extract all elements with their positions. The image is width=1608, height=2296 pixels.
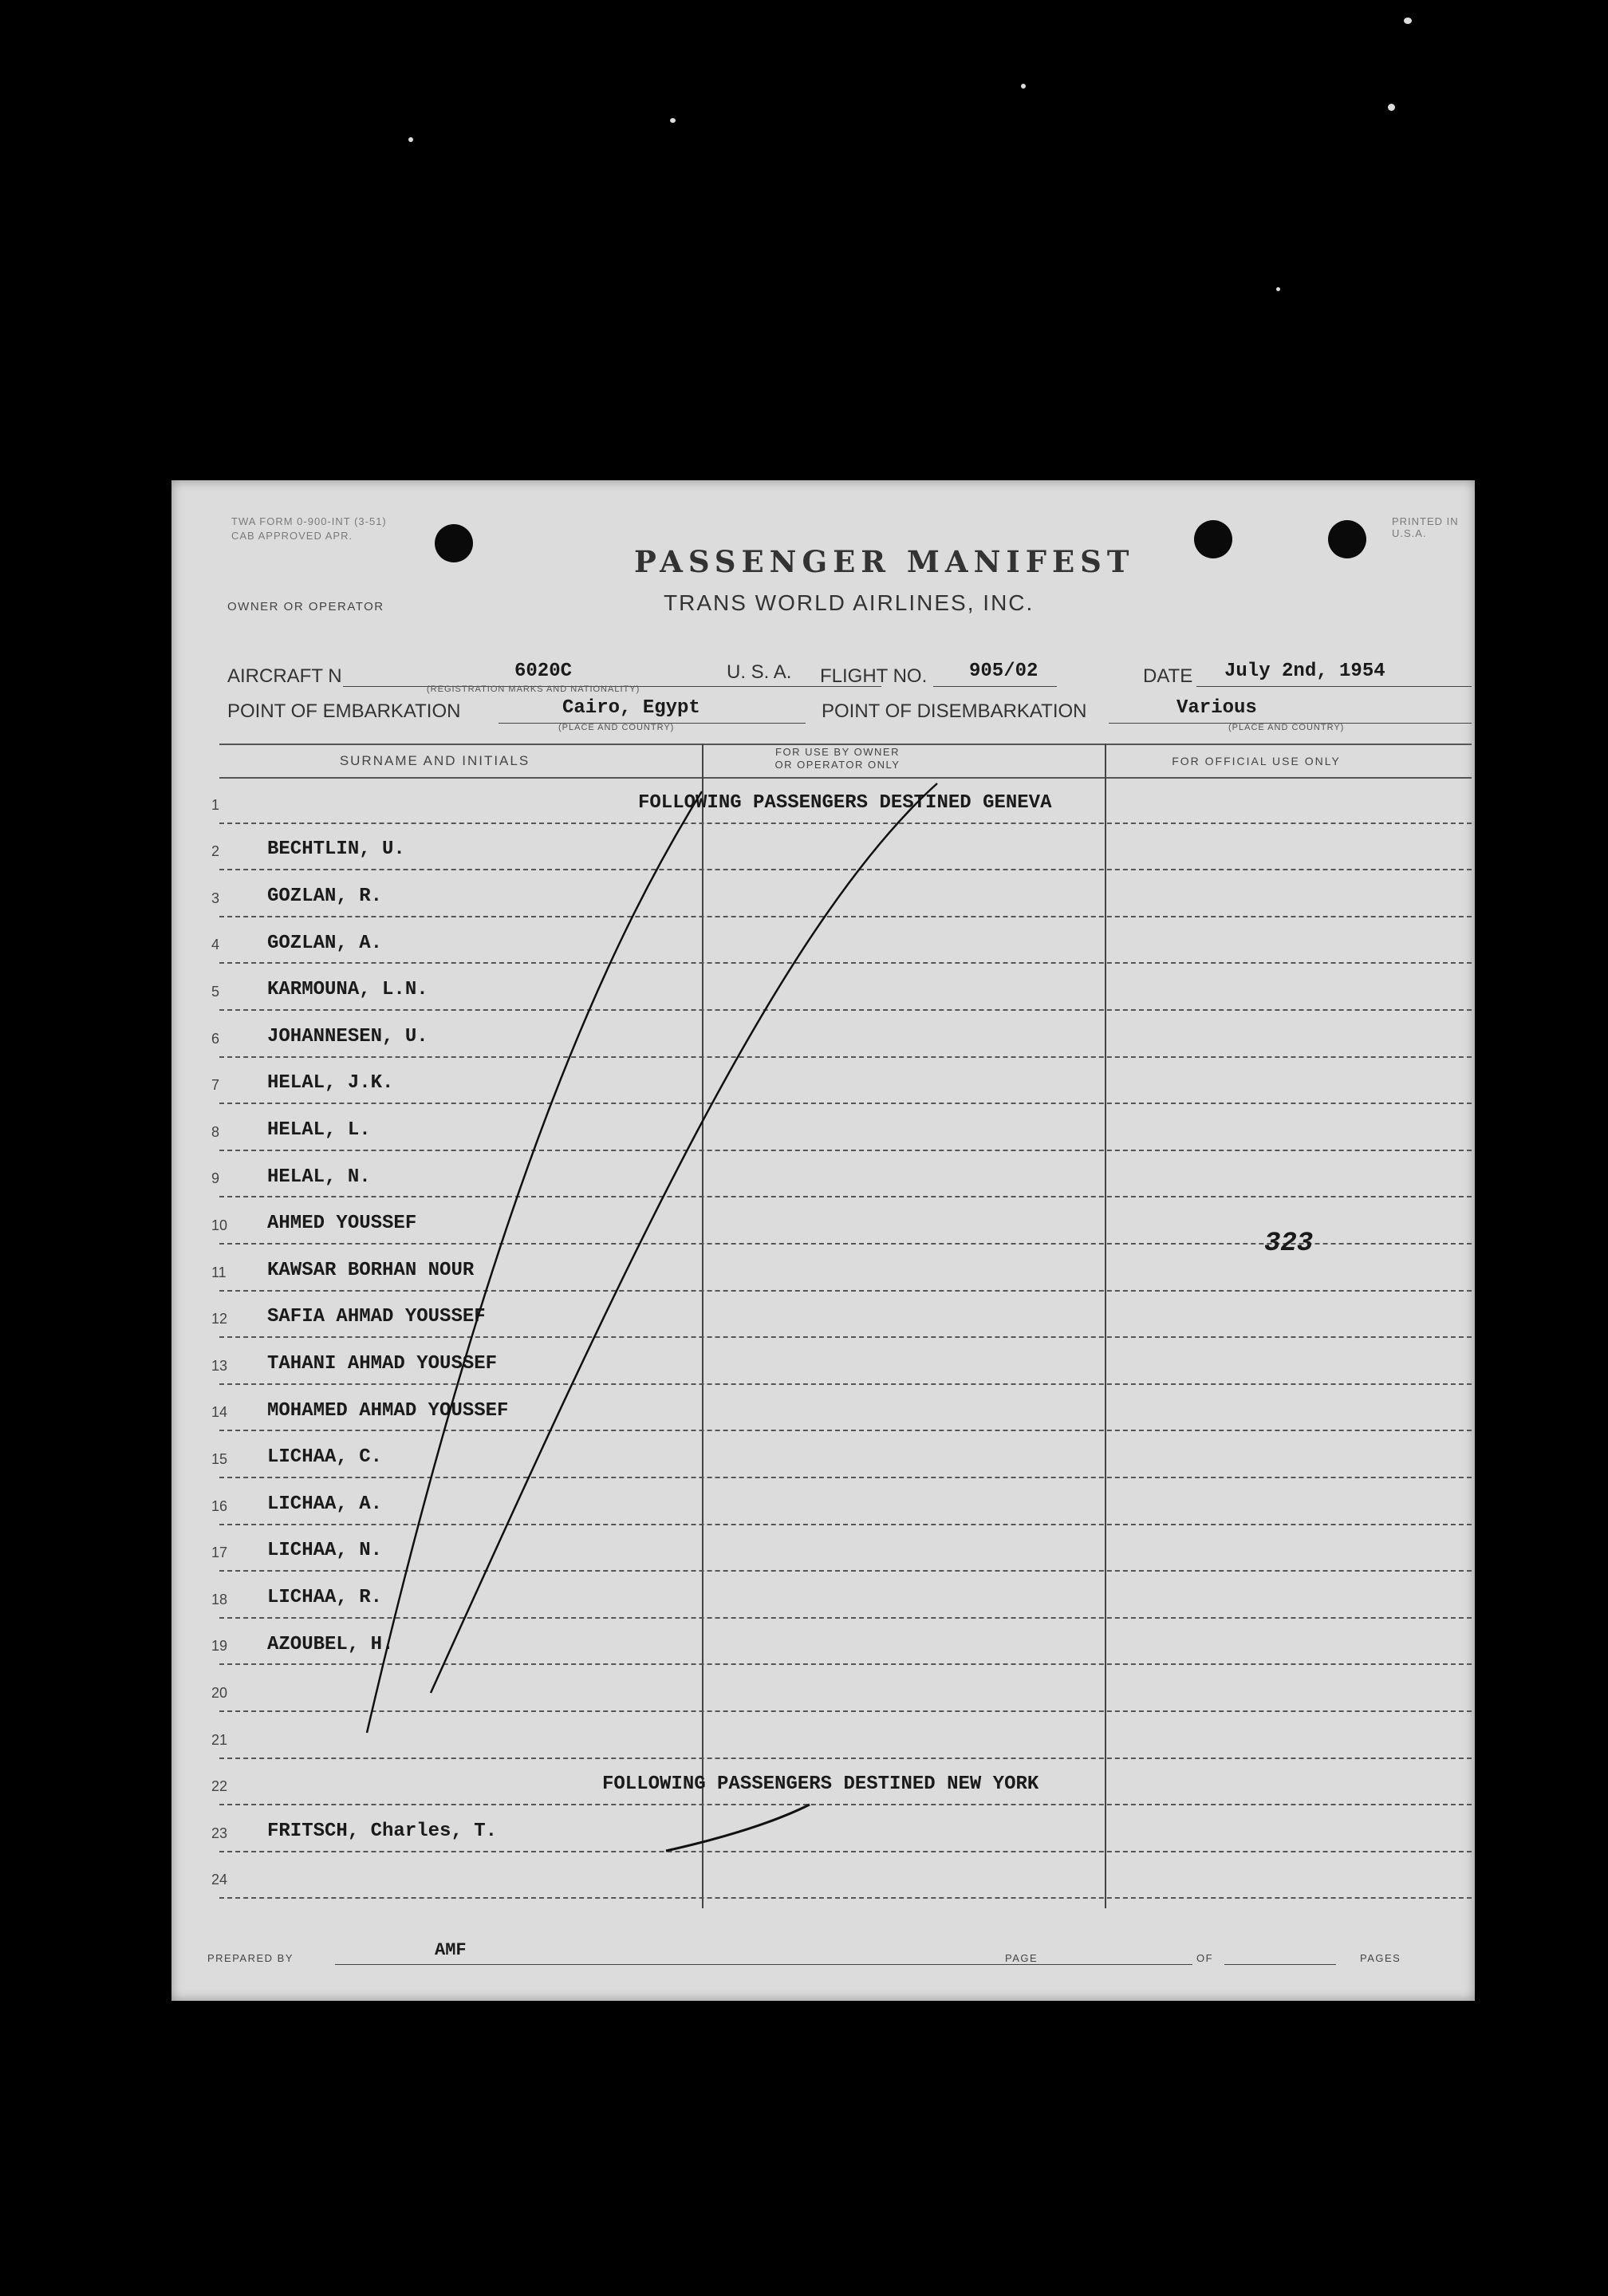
row-number: 19 (211, 1638, 228, 1655)
row-number: 13 (211, 1357, 228, 1374)
form-approval: CAB APPROVED APR. (231, 530, 353, 542)
passenger-name: AZOUBEL, H. (267, 1633, 394, 1655)
row-number: 15 (211, 1451, 228, 1467)
passenger-name: LICHAA, N. (267, 1540, 383, 1562)
place-note-left: (PLACE AND COUNTRY) (558, 723, 675, 732)
passenger-name: HELAL, L. (267, 1118, 371, 1141)
prepared-by-label: PREPARED BY (207, 1952, 294, 1964)
row-number: 12 (211, 1311, 228, 1327)
passenger-name: SAFIA AHMAD YOUSSEF (267, 1306, 486, 1328)
disembarkation-label: POINT OF DISEMBARKATION (822, 700, 1087, 722)
row-number: 18 (211, 1591, 228, 1608)
passenger-name: LICHAA, A. (267, 1493, 383, 1515)
tick-line-1 (367, 791, 702, 1733)
date-label: DATE (1143, 665, 1193, 687)
flight-label: FLIGHT NO. (820, 665, 928, 687)
section-heading: FOLLOWING PASSENGERS DESTINED NEW YORK (602, 1773, 1039, 1796)
row-number: 9 (211, 1170, 220, 1187)
row-number: 10 (211, 1217, 228, 1233)
manifest-page (171, 480, 1475, 2001)
date-value: July 2nd, 1954 (1224, 661, 1385, 682)
row-number: 7 (211, 1077, 220, 1094)
row-number: 5 (211, 984, 220, 1000)
tick-line-3 (666, 1805, 810, 1851)
form-number: TWA FORM 0-900-INT (3-51) (231, 515, 387, 527)
passenger-name: HELAL, N. (267, 1166, 371, 1188)
print-stamp: PRINTED IN U.S.A. (1392, 515, 1459, 539)
dust-speck (1021, 84, 1026, 89)
dust-speck (408, 137, 413, 142)
passenger-name: GOZLAN, R. (267, 885, 383, 907)
row-number: 23 (211, 1825, 228, 1841)
embarkation-value: Cairo, Egypt (562, 697, 700, 719)
pages-label: PAGES (1360, 1952, 1401, 1964)
row-number: 6 (211, 1030, 220, 1047)
column-header-official: FOR OFFICIAL USE ONLY (1172, 755, 1341, 767)
row-number: 17 (211, 1544, 228, 1561)
row-number: 24 (211, 1872, 228, 1888)
passenger-name: FRITSCH, Charles, T. (267, 1820, 498, 1842)
dust-speck (1404, 18, 1412, 24)
disembarkation-value: Various (1176, 697, 1257, 719)
form-title: PASSENGER MANIFEST (634, 544, 1135, 579)
column-header-operator-line2: OR OPERATOR ONLY (774, 759, 901, 771)
passenger-name: BECHTLIN, U. (267, 838, 405, 861)
of-underline (1224, 1964, 1336, 1965)
of-label: OF (1196, 1952, 1214, 1964)
row-number: 11 (211, 1264, 227, 1280)
row-number: 14 (211, 1404, 228, 1421)
country-label: U. S. A. (727, 661, 792, 683)
airline-name: TRANS WORLD AIRLINES, INC. (664, 590, 1035, 615)
passenger-name: LICHAA, C. (267, 1446, 383, 1469)
dust-speck (670, 118, 676, 123)
embarkation-label: POINT OF EMBARKATION (227, 700, 461, 722)
row-number: 8 (211, 1123, 220, 1140)
row-number: 1 (211, 796, 220, 813)
flight-value: 905/02 (969, 661, 1038, 682)
row-number: 4 (211, 937, 220, 953)
passenger-name: AHMED YOUSSEF (267, 1213, 417, 1235)
passenger-name: TAHANI AHMAD YOUSSEF (267, 1352, 498, 1375)
row-number: 16 (211, 1497, 228, 1514)
passenger-name: KAWSAR BORHAN NOUR (267, 1259, 475, 1281)
dust-speck (1276, 287, 1280, 291)
row-number: 20 (211, 1685, 228, 1701)
dust-speck (1388, 104, 1395, 111)
page-underline (1049, 1964, 1192, 1965)
row-number: 2 (211, 843, 220, 860)
section-heading: FOLLOWING PASSENGERS DESTINED GENEVA (638, 791, 1052, 814)
prepared-by-underline (335, 1964, 1125, 1965)
tick-line-2 (431, 783, 937, 1693)
passenger-name: LICHAA, R. (267, 1586, 383, 1608)
place-note-right: (PLACE AND COUNTRY) (1228, 723, 1345, 732)
column-header-operator-line1: FOR USE BY OWNER (775, 746, 900, 758)
row-number: 21 (211, 1731, 228, 1748)
column-header-surname: SURNAME AND INITIALS (339, 753, 530, 768)
row-number: 22 (211, 1778, 228, 1795)
aircraft-value: 6020C (514, 661, 573, 682)
row-number: 3 (211, 890, 220, 906)
official-number: 323 (1264, 1229, 1314, 1259)
owner-operator-label: OWNER OR OPERATOR (227, 600, 384, 613)
page-label: PAGE (1005, 1952, 1038, 1964)
passenger-name: HELAL, J.K. (267, 1072, 394, 1095)
aircraft-label: AIRCRAFT N (227, 665, 342, 687)
registration-note: (REGISTRATION MARKS AND NATIONALITY) (427, 684, 640, 694)
passenger-name: JOHANNESEN, U. (267, 1025, 428, 1047)
passenger-name: GOZLAN, A. (267, 932, 383, 954)
passenger-name: MOHAMED AHMAD YOUSSEF (267, 1399, 509, 1422)
prepared-by-value: AMF (435, 1940, 467, 1960)
passenger-name: KARMOUNA, L.N. (267, 979, 428, 1001)
